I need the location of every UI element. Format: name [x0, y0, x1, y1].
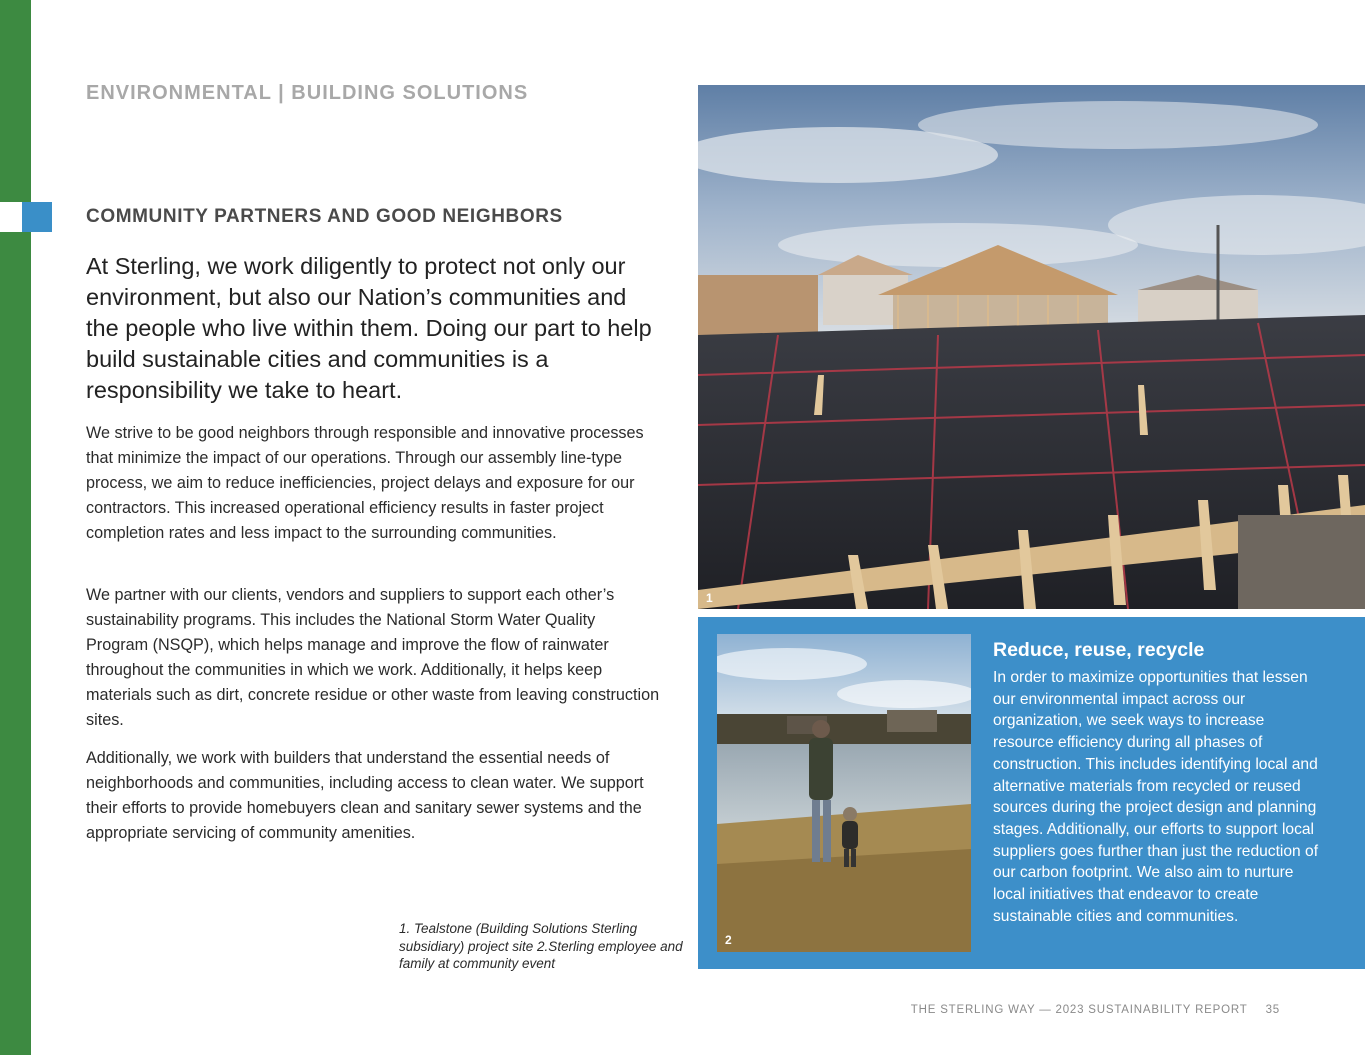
body-paragraph-2: We partner with our clients, vendors and suppliers to support each other’s sustainability programs. This includes the National Storm Water Quality Program (NSQP), which helps manage and improve the flow of rainwater throughout the communities in which we work. Additionally, it helps keep materials such as dirt, concrete residue or other waste from leaving construction sites. — [86, 586, 660, 729]
green-side-bar — [0, 0, 31, 1055]
community-event-photo — [717, 634, 971, 952]
photo-caption: 1. Tealstone (Building Solutions Sterling subsidiary) project site 2.Sterling employee and family at community event — [399, 921, 683, 971]
article-heading: COMMUNITY PARTNERS AND GOOD NEIGHBORS — [86, 206, 563, 227]
photo-1-number: 1 — [706, 591, 713, 605]
lead-paragraph: At Sterling, we work diligently to protect not only our environment, but also our Nation’s communities and the people who live within them. Doing our part to help build sustainable cities and communities is a responsibility we take to heart. — [86, 253, 652, 403]
photo-2-number: 2 — [725, 933, 732, 947]
body-paragraph-1: We strive to be good neighbors through responsible and innovative processes that minimize the impact of our operations. Through our assembly line-type process, we aim to reduce inefficiencies, project delays and exposure for our contractors. This increased operational efficiency results in faster project completion rates and less impact to the surrounding communities. — [86, 424, 644, 542]
body-paragraph-3: Additionally, we work with builders that understand the essential needs of neighborhoods and communities, including access to clean water. We support their efforts to provide homebuyers clean and sanitary sewer systems and the appropriate servicing of community amenities. — [86, 749, 644, 842]
accent-notch — [0, 202, 22, 232]
sidebar-text: In order to maximize opportunities that lessen our environmental impact across our organization, we seek ways to increase resource efficiency during all phases of construction. This includes identifying local and alternative materials from recycled or reused sources during the project design and planning stages. Additionally, our efforts to support local suppliers goes further than just the reduction of our carbon footprint. We also aim to nurture local initiatives that endeavor to create sustainable cities and communities. — [993, 669, 1319, 925]
construction-site-photo — [698, 85, 1365, 609]
blue-accent-square — [22, 202, 52, 232]
report-title: THE STERLING WAY — 2023 SUSTAINABILITY REPORT — [910, 1004, 1248, 1016]
page-footer — [860, 1004, 1280, 1016]
sidebar-title: Reduce, reuse, recycle — [993, 639, 1205, 661]
section-label: ENVIRONMENTAL | BUILDING SOLUTIONS — [86, 82, 529, 104]
page-number: 35 — [1265, 1004, 1280, 1016]
